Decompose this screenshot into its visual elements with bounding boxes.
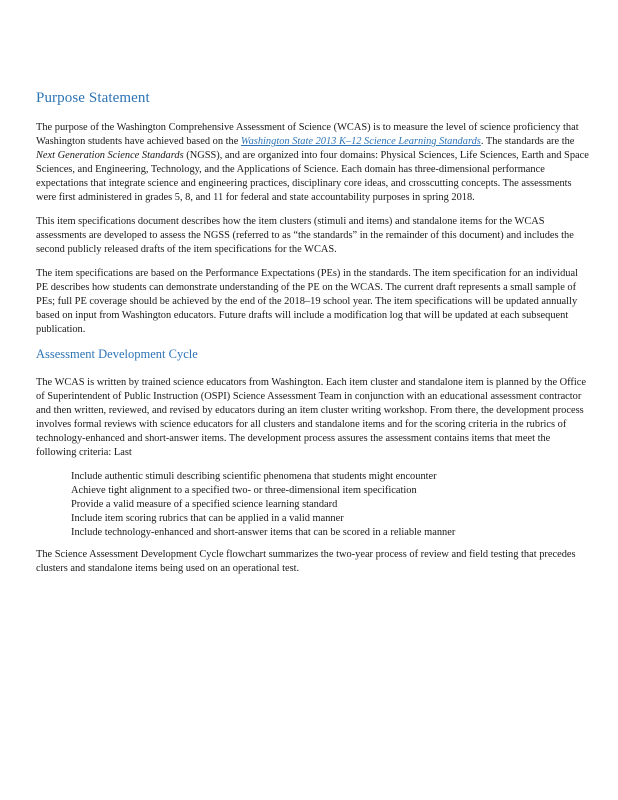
list-item: [53, 470, 592, 484]
ngss-title: Next Generation Science Standards: [36, 150, 184, 161]
list-item: [53, 512, 592, 526]
purpose-paragraph-1: [36, 121, 592, 205]
criteria-item-text: Achieve tight alignment to a specified two- or three-dimensional item specification: [71, 485, 417, 496]
cycle-heading: Assessment Development Cycle: [36, 347, 198, 361]
bullet-icon: [53, 484, 71, 498]
purpose-p1-text-c: (NGSS), and are organized into four domains: Physical Sciences, Life Sciences, Earth and Space Sciences, and Engineering, Technology, and the Applications of Science. Each domain has three-dimensional performance expectations that integrate science and engineering practices, disciplinary core ideas, and crosscutting concepts. The assessments were first administered in grades 5, 8, and 11 for federal and state accountability purposes in spring 2018.: [36, 150, 589, 203]
cycle-paragraph-1: The WCAS is written by trained science educators from Washington. Each item cluster and standalone item is planned by the Office of Superintendent of Public Instruction (OSPI) Science Assessment Team in conjunction with an educational assessment contractor and then written, reviewed, and revised by educators during an item cluster writing workshop. From there, the development process involves formal reviews with science educators for all clusters and standalone items and for the scoring criteria in the rubrics of technology-enhanced and short-answer items. The development process assures the assessment contains items that meet the following criteria: Last: [36, 377, 587, 458]
list-item: [53, 498, 592, 512]
criteria-item-text: Include authentic stimuli describing scientific phenomena that students might encounter: [71, 471, 437, 482]
bullet-icon: [53, 470, 71, 484]
criteria-item-text: Include technology-enhanced and short-answer items that can be scored in a reliable manner: [71, 527, 456, 538]
bullet-icon: [53, 512, 71, 526]
bullet-icon: [53, 526, 71, 540]
criteria-item-text: Include item scoring rubrics that can be applied in a valid manner: [71, 513, 344, 524]
list-item: [53, 526, 592, 540]
standards-link[interactable]: Washington State 2013 K–12 Science Learning Standards: [240, 136, 481, 147]
purpose-p1-text-b: . The standards are the: [480, 136, 575, 147]
document-page: [36, 90, 592, 586]
list-item: [53, 484, 592, 498]
cycle-paragraph-2: The Science Assessment Development Cycle flowchart summarizes the two-year process of review and field testing that precedes clusters and standalone items being used on an operational test.: [36, 549, 576, 574]
purpose-heading: Purpose Statement: [36, 90, 150, 106]
purpose-p1-text-a: The purpose of the Washington Comprehensive Assessment of Science (WCAS) is to measure the level of science proficiency that Washington students have achieved based on the: [36, 122, 579, 147]
criteria-list: [36, 470, 592, 540]
bullet-icon: [53, 498, 71, 512]
purpose-paragraph-3: The item specifications are based on the Performance Expectations (PEs) in the standards. The item specification for an individual PE describes how students can demonstrate understanding of the PE on the WCAS. The current draft represents a small sample of PEs; full PE coverage should be achieved by the end of the 2018–19 school year. The item specifications will be updated annually based on input from Washington educators. Future drafts will include a modification log that will be updated at each subsequent publication.: [36, 268, 578, 335]
criteria-item-text: Provide a valid measure of a specified science learning standard: [71, 499, 338, 510]
purpose-paragraph-2: This item specifications document describes how the item clusters (stimuli and items) and standalone items for the WCAS assessments are developed to assess the NGSS (referred to as “the standards” in the remainder of this document) and includes the second publicly released drafts of the item specifications for the WCAS.: [36, 216, 574, 255]
